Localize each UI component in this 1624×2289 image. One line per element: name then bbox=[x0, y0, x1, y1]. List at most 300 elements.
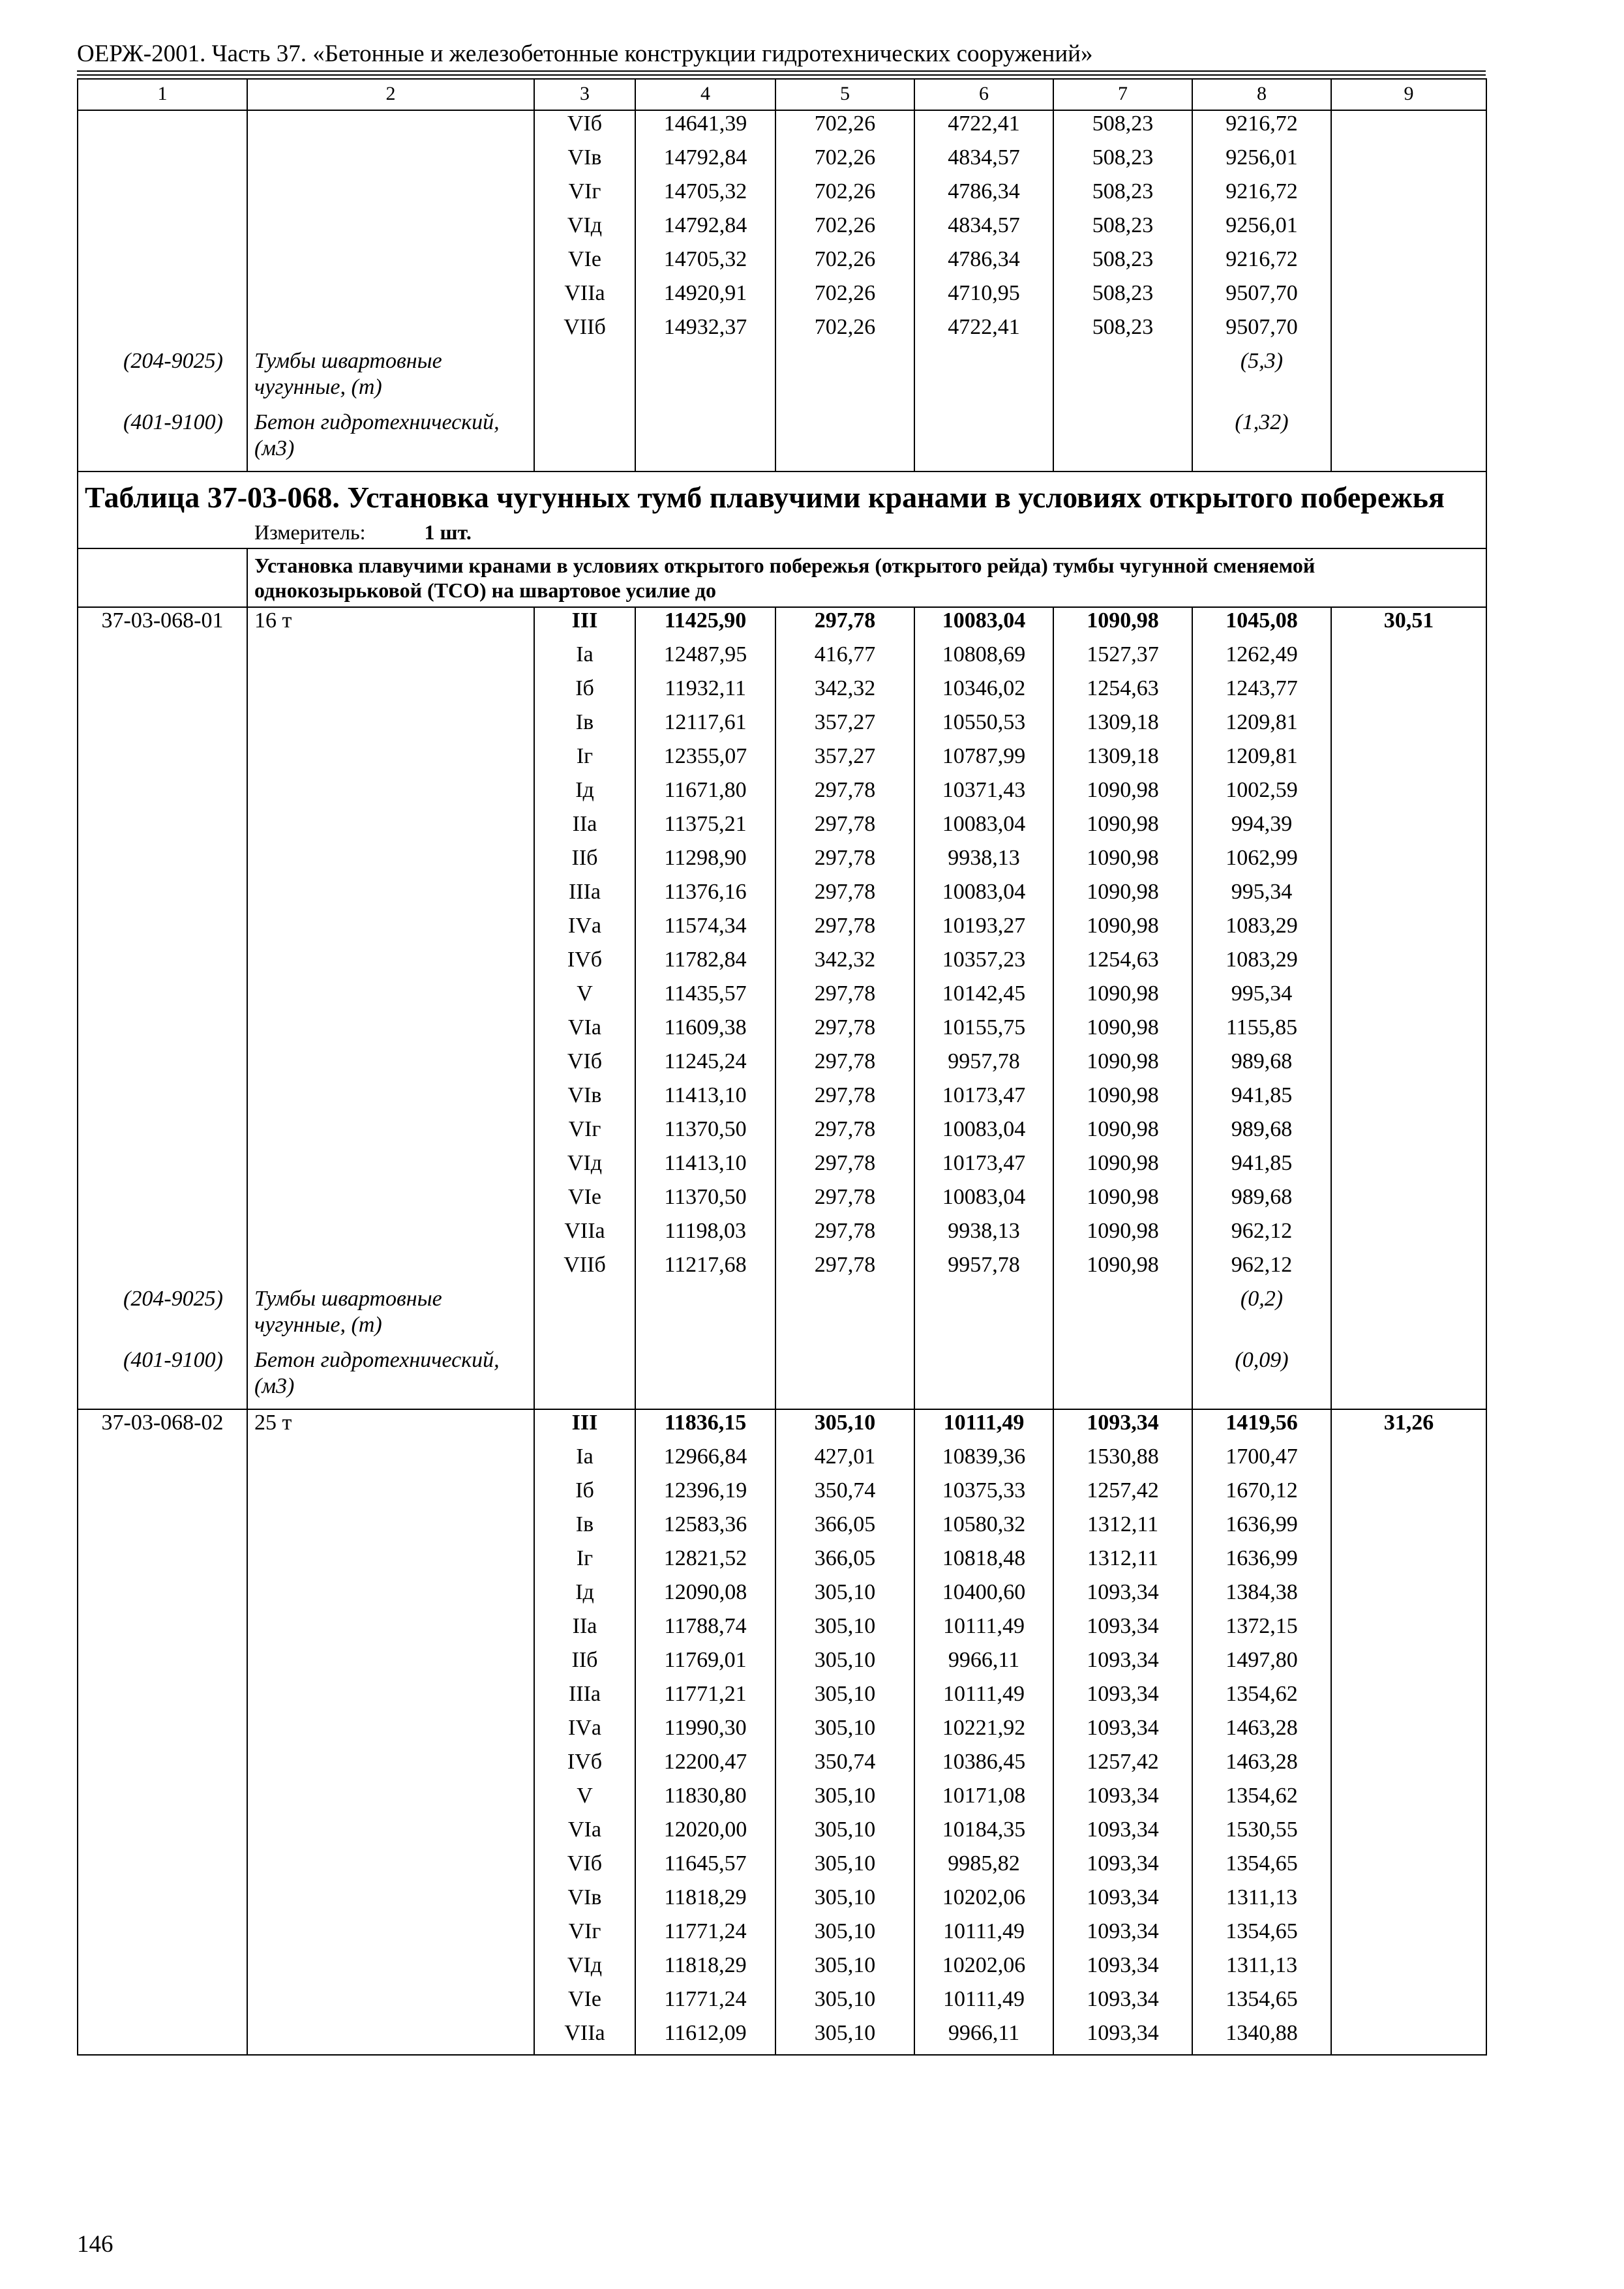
material-row bbox=[78, 348, 1486, 410]
table-row bbox=[78, 1444, 1486, 1478]
value-cell: 9957,78 bbox=[914, 1252, 1053, 1286]
value-cell: 1090,98 bbox=[1053, 879, 1192, 913]
value-cell: 12966,84 bbox=[635, 1444, 775, 1478]
zone-cell: Iв bbox=[534, 710, 635, 743]
table-row bbox=[78, 1681, 1486, 1715]
item-name bbox=[247, 676, 534, 710]
item-code bbox=[78, 1715, 247, 1749]
item-name bbox=[247, 1015, 534, 1049]
value-cell: 1463,28 bbox=[1192, 1715, 1331, 1749]
table-row bbox=[78, 1851, 1486, 1885]
value-cell: 10375,33 bbox=[914, 1478, 1053, 1512]
value-cell: 1090,98 bbox=[1053, 1116, 1192, 1150]
item-name bbox=[247, 1952, 534, 1986]
value-cell: 11818,29 bbox=[635, 1885, 775, 1919]
value-cell: 508,23 bbox=[1053, 213, 1192, 247]
empty-cell bbox=[775, 410, 914, 471]
value-cell: 1354,62 bbox=[1192, 1783, 1331, 1817]
zone-cell: IVа bbox=[534, 913, 635, 947]
value-cell: 10818,48 bbox=[914, 1546, 1053, 1579]
table-row bbox=[78, 1015, 1486, 1049]
value-cell: 11836,15 bbox=[635, 1409, 775, 1444]
value-cell: 11217,68 bbox=[635, 1252, 775, 1286]
value-cell: 1090,98 bbox=[1053, 1184, 1192, 1218]
item-code bbox=[78, 811, 247, 845]
value-cell: 4786,34 bbox=[914, 179, 1053, 213]
value-cell: 941,85 bbox=[1192, 1150, 1331, 1184]
value-cell: 11413,10 bbox=[635, 1083, 775, 1116]
value-cell: 1340,88 bbox=[1192, 2020, 1331, 2055]
value-cell: 11769,01 bbox=[635, 1647, 775, 1681]
zone-cell: VIIа bbox=[534, 1218, 635, 1252]
value-cell: 10357,23 bbox=[914, 947, 1053, 981]
value-cell: 989,68 bbox=[1192, 1049, 1331, 1083]
value-cell: 1090,98 bbox=[1053, 607, 1192, 642]
item-code bbox=[78, 145, 247, 179]
value-cell: 297,78 bbox=[775, 607, 914, 642]
column-number: 9 bbox=[1331, 79, 1486, 110]
item-code bbox=[78, 1116, 247, 1150]
value-cell: 11612,09 bbox=[635, 2020, 775, 2055]
table-row bbox=[78, 1613, 1486, 1647]
labor-cell bbox=[1331, 247, 1486, 280]
labor-cell bbox=[1331, 811, 1486, 845]
empty-cell bbox=[635, 1286, 775, 1347]
empty-cell bbox=[914, 348, 1053, 410]
zone-cell: VIIа bbox=[534, 280, 635, 314]
value-cell: 508,23 bbox=[1053, 247, 1192, 280]
table-row bbox=[78, 1512, 1486, 1546]
value-cell: 305,10 bbox=[775, 1579, 914, 1613]
table-row bbox=[78, 247, 1486, 280]
item-code bbox=[78, 247, 247, 280]
value-cell: 1312,11 bbox=[1053, 1546, 1192, 1579]
value-cell: 1090,98 bbox=[1053, 845, 1192, 879]
value-cell: 1527,37 bbox=[1053, 642, 1192, 676]
value-cell: 508,23 bbox=[1053, 145, 1192, 179]
value-cell: 10111,49 bbox=[914, 1681, 1053, 1715]
value-cell: 342,32 bbox=[775, 676, 914, 710]
value-cell: 10111,49 bbox=[914, 1986, 1053, 2020]
item-code bbox=[78, 1444, 247, 1478]
value-cell: 9216,72 bbox=[1192, 110, 1331, 145]
item-name bbox=[247, 1681, 534, 1715]
table-row bbox=[78, 607, 1486, 642]
labor-cell: 31,26 bbox=[1331, 1409, 1486, 1444]
value-cell: 10083,04 bbox=[914, 879, 1053, 913]
zone-cell: VIд bbox=[534, 213, 635, 247]
value-cell: 11990,30 bbox=[635, 1715, 775, 1749]
value-cell: 1093,34 bbox=[1053, 1579, 1192, 1613]
item-name bbox=[247, 1444, 534, 1478]
value-cell: 12396,19 bbox=[635, 1478, 775, 1512]
labor-cell bbox=[1331, 981, 1486, 1015]
value-cell: 1062,99 bbox=[1192, 845, 1331, 879]
material-code: (401-9100) bbox=[78, 410, 247, 471]
table-row bbox=[78, 1218, 1486, 1252]
column-number: 7 bbox=[1053, 79, 1192, 110]
item-code bbox=[78, 1252, 247, 1286]
labor-cell bbox=[1331, 2020, 1486, 2055]
zone-cell: VIв bbox=[534, 1885, 635, 1919]
zone-cell: VIб bbox=[534, 1851, 635, 1885]
measure-unit: 1 шт. bbox=[424, 520, 472, 544]
zone-cell: VIд bbox=[534, 1150, 635, 1184]
value-cell: 297,78 bbox=[775, 1015, 914, 1049]
value-cell: 297,78 bbox=[775, 811, 914, 845]
value-cell: 10386,45 bbox=[914, 1749, 1053, 1783]
value-cell: 10173,47 bbox=[914, 1150, 1053, 1184]
item-name bbox=[247, 247, 534, 280]
item-name bbox=[247, 1116, 534, 1150]
column-number: 6 bbox=[914, 79, 1053, 110]
item-name bbox=[247, 947, 534, 981]
labor-cell bbox=[1331, 110, 1486, 145]
empty-cell bbox=[1331, 348, 1486, 410]
value-cell: 14792,84 bbox=[635, 145, 775, 179]
labor-cell bbox=[1331, 1647, 1486, 1681]
item-name bbox=[247, 280, 534, 314]
table-title-cell bbox=[78, 471, 1486, 548]
item-code bbox=[78, 280, 247, 314]
table-row bbox=[78, 213, 1486, 247]
empty-cell bbox=[1053, 410, 1192, 471]
value-cell: 1090,98 bbox=[1053, 913, 1192, 947]
labor-cell bbox=[1331, 1919, 1486, 1952]
empty-cell bbox=[775, 348, 914, 410]
column-number: 5 bbox=[775, 79, 914, 110]
labor-cell bbox=[1331, 710, 1486, 743]
material-code: (401-9100) bbox=[78, 1347, 247, 1409]
value-cell: 1309,18 bbox=[1053, 710, 1192, 743]
item-code bbox=[78, 913, 247, 947]
value-cell: 702,26 bbox=[775, 314, 914, 348]
zone-cell: VIв bbox=[534, 1083, 635, 1116]
labor-cell bbox=[1331, 947, 1486, 981]
material-name: Бетон гидротехнический, (м3) bbox=[247, 1347, 534, 1409]
value-cell: 297,78 bbox=[775, 1049, 914, 1083]
value-cell: 10808,69 bbox=[914, 642, 1053, 676]
value-cell: 1419,56 bbox=[1192, 1409, 1331, 1444]
value-cell: 10787,99 bbox=[914, 743, 1053, 777]
zone-cell: III bbox=[534, 1409, 635, 1444]
value-cell: 1636,99 bbox=[1192, 1546, 1331, 1579]
value-cell: 11671,80 bbox=[635, 777, 775, 811]
empty-cell bbox=[775, 1347, 914, 1409]
item-name bbox=[247, 1218, 534, 1252]
material-name: Тумбы швартовные чугунные, (т) bbox=[247, 348, 534, 410]
value-cell: 14932,37 bbox=[635, 314, 775, 348]
material-qty: (5,3) bbox=[1192, 348, 1331, 410]
value-cell: 1093,34 bbox=[1053, 1647, 1192, 1681]
item-code bbox=[78, 743, 247, 777]
item-code bbox=[78, 676, 247, 710]
value-cell: 9966,11 bbox=[914, 2020, 1053, 2055]
table-title: Таблица 37-03-068. Установка чугунных тумб плавучими кранами в условиях открытого побережья bbox=[85, 481, 1445, 514]
value-cell: 11376,16 bbox=[635, 879, 775, 913]
labor-cell bbox=[1331, 1478, 1486, 1512]
item-code bbox=[78, 1218, 247, 1252]
material-name: Тумбы швартовные чугунные, (т) bbox=[247, 1286, 534, 1347]
value-cell: 1093,34 bbox=[1053, 1851, 1192, 1885]
zone-cell: VIг bbox=[534, 1919, 635, 1952]
item-code bbox=[78, 1512, 247, 1546]
material-code: (204-9025) bbox=[78, 348, 247, 410]
material-qty: (1,32) bbox=[1192, 410, 1331, 471]
item-code bbox=[78, 213, 247, 247]
item-code bbox=[78, 879, 247, 913]
value-cell: 305,10 bbox=[775, 1409, 914, 1444]
item-code bbox=[78, 1749, 247, 1783]
zone-cell: V bbox=[534, 981, 635, 1015]
zone-cell: IIб bbox=[534, 1647, 635, 1681]
value-cell: 702,26 bbox=[775, 213, 914, 247]
value-cell: 1090,98 bbox=[1053, 1218, 1192, 1252]
material-qty: (0,09) bbox=[1192, 1347, 1331, 1409]
value-cell: 10111,49 bbox=[914, 1613, 1053, 1647]
item-code bbox=[78, 2020, 247, 2055]
item-name bbox=[247, 811, 534, 845]
value-cell: 1090,98 bbox=[1053, 1252, 1192, 1286]
table-row bbox=[78, 1409, 1486, 1444]
item-name bbox=[247, 1184, 534, 1218]
value-cell: 1155,85 bbox=[1192, 1015, 1331, 1049]
zone-cell: IVб bbox=[534, 947, 635, 981]
labor-cell bbox=[1331, 1613, 1486, 1647]
labor-cell bbox=[1331, 1444, 1486, 1478]
table-row bbox=[78, 1919, 1486, 1952]
value-cell: 1262,49 bbox=[1192, 642, 1331, 676]
value-cell: 4722,41 bbox=[914, 110, 1053, 145]
value-cell: 1093,34 bbox=[1053, 1952, 1192, 1986]
item-code: 37-03-068-02 bbox=[78, 1409, 247, 1444]
table-row bbox=[78, 777, 1486, 811]
value-cell: 1463,28 bbox=[1192, 1749, 1331, 1783]
table-row bbox=[78, 1579, 1486, 1613]
value-cell: 1209,81 bbox=[1192, 710, 1331, 743]
zone-cell: VIе bbox=[534, 247, 635, 280]
value-cell: 10083,04 bbox=[914, 1184, 1053, 1218]
value-cell: 1354,62 bbox=[1192, 1681, 1331, 1715]
table-description: Установка плавучими кранами в условиях открытого побережья (открытого рейда) тумбы чугунной сменяемой однокозырьковой (ТСО) на швартовое усилие до bbox=[247, 548, 1486, 607]
item-code bbox=[78, 1783, 247, 1817]
item-name bbox=[247, 1817, 534, 1851]
item-name bbox=[247, 845, 534, 879]
zone-cell: VIг bbox=[534, 179, 635, 213]
value-cell: 366,05 bbox=[775, 1546, 914, 1579]
item-name bbox=[247, 777, 534, 811]
value-cell: 305,10 bbox=[775, 1647, 914, 1681]
value-cell: 10202,06 bbox=[914, 1885, 1053, 1919]
value-cell: 4834,57 bbox=[914, 213, 1053, 247]
table-row bbox=[78, 845, 1486, 879]
value-cell: 989,68 bbox=[1192, 1184, 1331, 1218]
item-name bbox=[247, 1919, 534, 1952]
value-cell: 297,78 bbox=[775, 1252, 914, 1286]
value-cell: 11425,90 bbox=[635, 607, 775, 642]
value-cell: 10839,36 bbox=[914, 1444, 1053, 1478]
zone-cell: VIа bbox=[534, 1015, 635, 1049]
labor-cell bbox=[1331, 879, 1486, 913]
value-cell: 305,10 bbox=[775, 2020, 914, 2055]
value-cell: 1257,42 bbox=[1053, 1749, 1192, 1783]
labor-cell bbox=[1331, 676, 1486, 710]
value-cell: 297,78 bbox=[775, 1218, 914, 1252]
empty-cell bbox=[1331, 1286, 1486, 1347]
value-cell: 1670,12 bbox=[1192, 1478, 1331, 1512]
table-row bbox=[78, 879, 1486, 913]
item-name: 16 т bbox=[247, 607, 534, 642]
value-cell: 10184,35 bbox=[914, 1817, 1053, 1851]
item-name bbox=[247, 1083, 534, 1116]
value-cell: 11298,90 bbox=[635, 845, 775, 879]
zone-cell: VIа bbox=[534, 1817, 635, 1851]
item-code bbox=[78, 1613, 247, 1647]
value-cell: 305,10 bbox=[775, 1613, 914, 1647]
item-name bbox=[247, 1579, 534, 1613]
value-cell: 366,05 bbox=[775, 1512, 914, 1546]
value-cell: 1093,34 bbox=[1053, 1885, 1192, 1919]
value-cell: 1090,98 bbox=[1053, 981, 1192, 1015]
labor-cell bbox=[1331, 1252, 1486, 1286]
item-name bbox=[247, 710, 534, 743]
labor-cell bbox=[1331, 1116, 1486, 1150]
item-code bbox=[78, 1546, 247, 1579]
value-cell: 1209,81 bbox=[1192, 743, 1331, 777]
item-name bbox=[247, 1885, 534, 1919]
item-name bbox=[247, 110, 534, 145]
item-name bbox=[247, 1546, 534, 1579]
item-name bbox=[247, 879, 534, 913]
value-cell: 10193,27 bbox=[914, 913, 1053, 947]
item-code bbox=[78, 1986, 247, 2020]
value-cell: 297,78 bbox=[775, 1184, 914, 1218]
value-cell: 1384,38 bbox=[1192, 1579, 1331, 1613]
value-cell: 1093,34 bbox=[1053, 1613, 1192, 1647]
item-code: 37-03-068-01 bbox=[78, 607, 247, 642]
material-name: Бетон гидротехнический, (м3) bbox=[247, 410, 534, 471]
column-number: 8 bbox=[1192, 79, 1331, 110]
page-header: ОЕРЖ-2001. Часть 37. «Бетонные и железобетонные конструкции гидротехнических сооружений» bbox=[77, 40, 1093, 67]
value-cell: 305,10 bbox=[775, 1715, 914, 1749]
value-cell: 14705,32 bbox=[635, 247, 775, 280]
value-cell: 1090,98 bbox=[1053, 811, 1192, 845]
value-cell: 1311,13 bbox=[1192, 1885, 1331, 1919]
table-title-row bbox=[78, 471, 1486, 548]
item-code bbox=[78, 1579, 247, 1613]
value-cell: 1311,13 bbox=[1192, 1952, 1331, 1986]
value-cell: 297,78 bbox=[775, 777, 914, 811]
empty-cell bbox=[534, 1347, 635, 1409]
zone-cell: VIд bbox=[534, 1952, 635, 1986]
table-row bbox=[78, 1184, 1486, 1218]
labor-cell bbox=[1331, 1817, 1486, 1851]
labor-cell bbox=[1331, 777, 1486, 811]
labor-cell bbox=[1331, 314, 1486, 348]
zone-cell: Iв bbox=[534, 1512, 635, 1546]
labor-cell bbox=[1331, 1083, 1486, 1116]
zone-cell: IVб bbox=[534, 1749, 635, 1783]
value-cell: 305,10 bbox=[775, 1851, 914, 1885]
item-name bbox=[247, 913, 534, 947]
labor-cell bbox=[1331, 1851, 1486, 1885]
value-cell: 350,74 bbox=[775, 1478, 914, 1512]
zone-cell: Iа bbox=[534, 1444, 635, 1478]
labor-cell bbox=[1331, 1783, 1486, 1817]
labor-cell: 30,51 bbox=[1331, 607, 1486, 642]
labor-cell bbox=[1331, 1715, 1486, 1749]
zone-cell: IIа bbox=[534, 1613, 635, 1647]
value-cell: 12821,52 bbox=[635, 1546, 775, 1579]
item-code bbox=[78, 981, 247, 1015]
item-name bbox=[247, 1851, 534, 1885]
item-code bbox=[78, 1919, 247, 1952]
table-row bbox=[78, 1749, 1486, 1783]
table-row bbox=[78, 179, 1486, 213]
table-row bbox=[78, 2020, 1486, 2055]
value-cell: 4710,95 bbox=[914, 280, 1053, 314]
item-code bbox=[78, 1049, 247, 1083]
column-number: 3 bbox=[534, 79, 635, 110]
zone-cell: VIг bbox=[534, 1116, 635, 1150]
value-cell: 297,78 bbox=[775, 1150, 914, 1184]
value-cell: 10083,04 bbox=[914, 1116, 1053, 1150]
item-name bbox=[247, 145, 534, 179]
value-cell: 11245,24 bbox=[635, 1049, 775, 1083]
table-row bbox=[78, 1986, 1486, 2020]
labor-cell bbox=[1331, 1546, 1486, 1579]
zone-cell: Iб bbox=[534, 1478, 635, 1512]
table-row bbox=[78, 710, 1486, 743]
table-row bbox=[78, 981, 1486, 1015]
value-cell: 9938,13 bbox=[914, 1218, 1053, 1252]
zone-cell: IIа bbox=[534, 811, 635, 845]
item-name bbox=[247, 1252, 534, 1286]
value-cell: 10580,32 bbox=[914, 1512, 1053, 1546]
empty-cell bbox=[1053, 348, 1192, 410]
item-code bbox=[78, 1478, 247, 1512]
value-cell: 11375,21 bbox=[635, 811, 775, 845]
zone-cell: V bbox=[534, 1783, 635, 1817]
value-cell: 989,68 bbox=[1192, 1116, 1331, 1150]
zone-cell: IVа bbox=[534, 1715, 635, 1749]
value-cell: 10221,92 bbox=[914, 1715, 1053, 1749]
value-cell: 427,01 bbox=[775, 1444, 914, 1478]
value-cell: 10083,04 bbox=[914, 607, 1053, 642]
item-name bbox=[247, 314, 534, 348]
value-cell: 14920,91 bbox=[635, 280, 775, 314]
value-cell: 357,27 bbox=[775, 743, 914, 777]
value-cell: 305,10 bbox=[775, 1952, 914, 1986]
material-row bbox=[78, 410, 1486, 471]
zone-cell: VIIб bbox=[534, 314, 635, 348]
value-cell: 995,34 bbox=[1192, 981, 1331, 1015]
value-cell: 508,23 bbox=[1053, 314, 1192, 348]
value-cell: 1372,15 bbox=[1192, 1613, 1331, 1647]
zone-cell: VIб bbox=[534, 1049, 635, 1083]
value-cell: 297,78 bbox=[775, 879, 914, 913]
value-cell: 1093,34 bbox=[1053, 1681, 1192, 1715]
table-row bbox=[78, 1083, 1486, 1116]
labor-cell bbox=[1331, 1184, 1486, 1218]
value-cell: 9216,72 bbox=[1192, 247, 1331, 280]
column-number: 1 bbox=[78, 79, 247, 110]
value-cell: 10173,47 bbox=[914, 1083, 1053, 1116]
table-row bbox=[78, 1546, 1486, 1579]
labor-cell bbox=[1331, 642, 1486, 676]
labor-cell bbox=[1331, 145, 1486, 179]
value-cell: 11574,34 bbox=[635, 913, 775, 947]
